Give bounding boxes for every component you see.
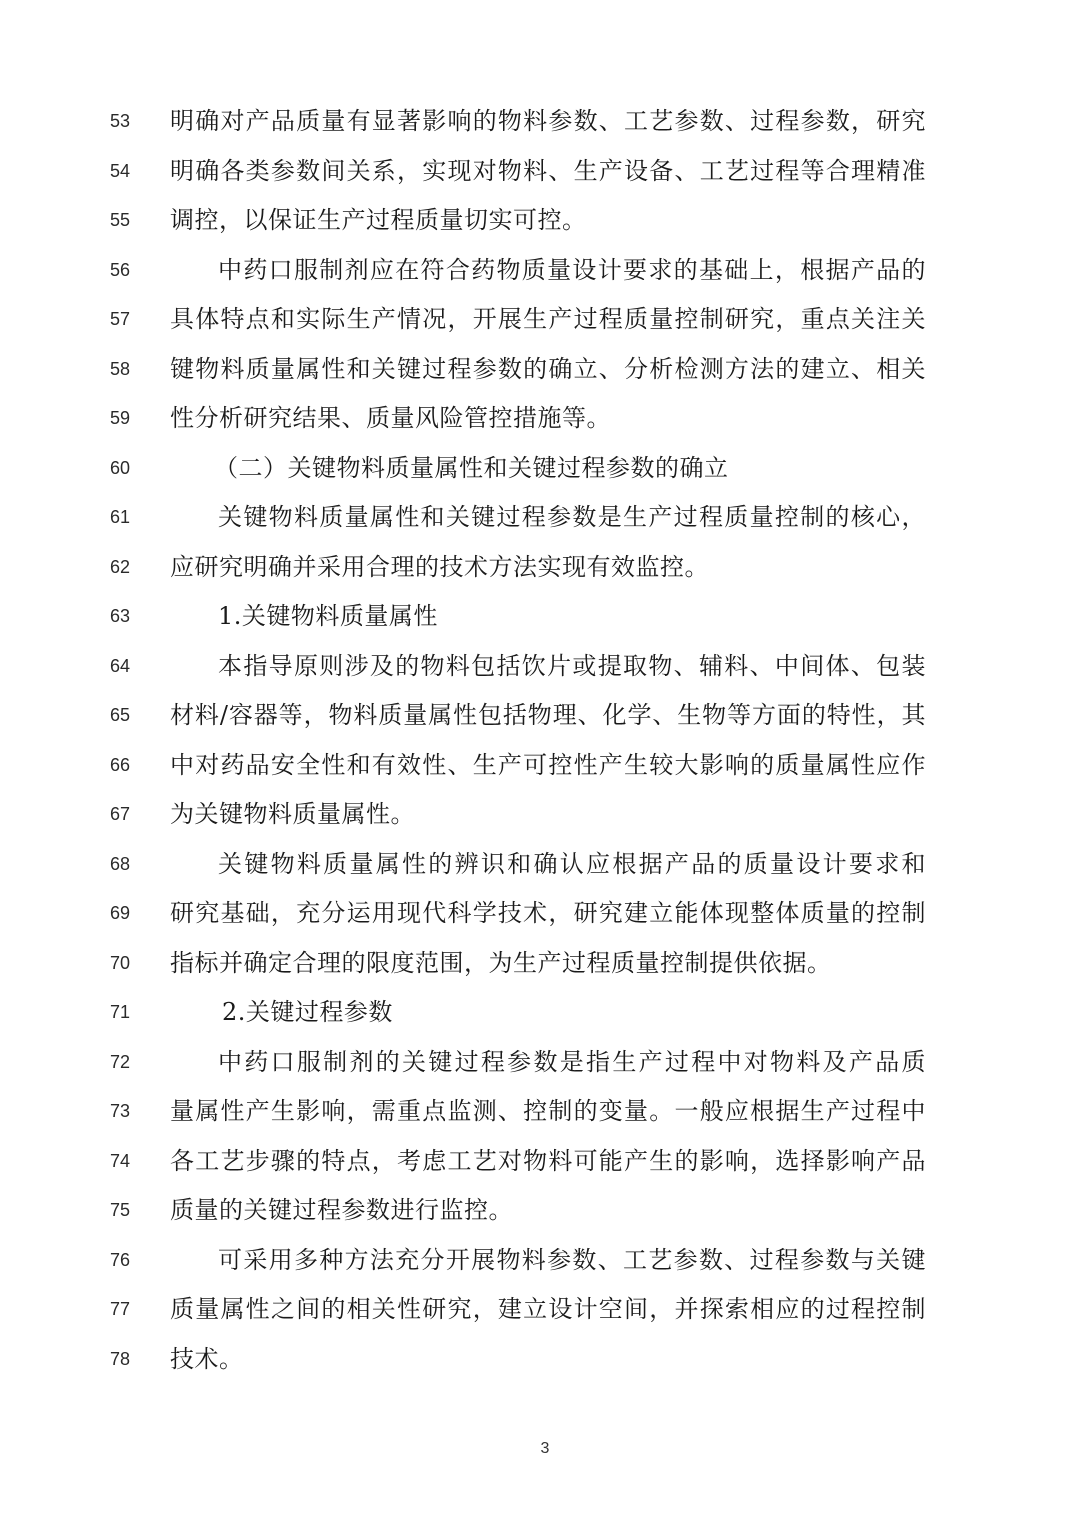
line-text: 2.关键过程参数 <box>222 998 393 1026</box>
line-number: 57 <box>109 309 131 329</box>
line-text: 为关键物料质量属性。 <box>170 800 415 828</box>
line-number: 55 <box>109 210 131 230</box>
text-line <box>0 302 1080 336</box>
text-line <box>0 599 1080 633</box>
line-text: （二）关键物料质量属性和关键过程参数的确立 <box>214 453 729 482</box>
text-line <box>0 698 1080 732</box>
line-text: 性分析研究结果、质量风险管控措施等。 <box>170 404 611 432</box>
text-line <box>0 1144 1080 1178</box>
text-line <box>0 896 1080 930</box>
line-number: 62 <box>109 556 131 577</box>
line-text: 键物料质量属性和关键过程参数的确立、分析检测方法的建立、相关 <box>170 354 926 383</box>
line-number: 74 <box>109 1150 131 1171</box>
line-number: 67 <box>109 804 131 824</box>
line-number: 68 <box>109 853 131 874</box>
line-number: 73 <box>109 1101 131 1121</box>
line-text: 指标并确定合理的限度范围，为生产过程质量控制提供依据。 <box>170 948 832 977</box>
text-line <box>0 797 1080 831</box>
line-text: 研究基础，充分运用现代科学技术，研究建立能体现整体质量的控制 <box>170 899 926 927</box>
line-number: 72 <box>109 1051 131 1072</box>
line-number: 59 <box>109 408 131 428</box>
text-line <box>0 995 1080 1029</box>
line-text: 技术。 <box>170 1344 244 1373</box>
line-text: 量属性产生影响，需重点监测、控制的变量。一般应根据生产过程中 <box>170 1097 926 1125</box>
line-text: 本指导原则涉及的物料包括饮片或提取物、辅料、中间体、包装 <box>218 651 926 680</box>
line-text: 具体特点和实际生产情况，开展生产过程质量控制研究，重点关注关 <box>170 305 926 333</box>
text-line <box>0 253 1080 287</box>
text-line <box>0 1045 1080 1079</box>
line-text: 明确各类参数间关系，实现对物料、生产设备、工艺过程等合理精准 <box>170 156 926 185</box>
line-number: 60 <box>109 457 131 478</box>
line-number: 65 <box>109 705 131 725</box>
line-number: 76 <box>109 1249 131 1270</box>
line-number: 77 <box>109 1299 131 1319</box>
text-line <box>0 500 1080 534</box>
text-line <box>0 946 1080 980</box>
line-text: 中药口服制剂的关键过程参数是指生产过程中对物料及产品质 <box>218 1047 926 1076</box>
line-text: 材料/容器等，物料质量属性包括物理、化学、生物等方面的特性，其 <box>170 701 926 729</box>
line-text: 中药口服制剂应在符合药物质量设计要求的基础上，根据产品的 <box>218 255 926 284</box>
line-number: 61 <box>109 507 131 527</box>
line-text: 质量的关键过程参数进行监控。 <box>170 1196 513 1224</box>
line-text: 调控，以保证生产过程质量切实可控。 <box>170 206 587 234</box>
text-line <box>0 550 1080 584</box>
text-line <box>0 401 1080 435</box>
line-number: 66 <box>109 754 131 775</box>
line-text: 各工艺步骤的特点，考虑工艺对物料可能产生的影响，选择影响产品 <box>170 1146 926 1175</box>
text-line <box>0 1243 1080 1277</box>
text-line <box>0 352 1080 386</box>
text-line <box>0 451 1080 485</box>
line-text: 质量属性之间的相关性研究，建立设计空间，并探索相应的过程控制 <box>170 1295 926 1323</box>
text-line <box>0 1094 1080 1128</box>
line-number: 56 <box>109 259 131 280</box>
page-number: 3 <box>540 1440 550 1457</box>
line-text: 关键物料质量属性和关键过程参数是生产过程质量控制的核心， <box>218 503 926 531</box>
text-line <box>0 847 1080 881</box>
text-line <box>0 1292 1080 1326</box>
text-line <box>0 203 1080 237</box>
text-line <box>0 748 1080 782</box>
text-line <box>0 649 1080 683</box>
line-number: 58 <box>109 358 131 379</box>
text-line <box>0 1193 1080 1227</box>
line-number: 70 <box>109 952 131 973</box>
line-number: 63 <box>109 606 131 626</box>
line-number: 69 <box>109 903 131 923</box>
line-text: 可采用多种方法充分开展物料参数、工艺参数、过程参数与关键 <box>218 1245 926 1274</box>
line-text: 关键物料质量属性的辨识和确认应根据产品的质量设计要求和 <box>218 849 926 878</box>
text-line <box>0 1342 1080 1376</box>
line-number: 71 <box>109 1002 131 1022</box>
line-text: 应研究明确并采用合理的技术方法实现有效监控。 <box>170 552 709 581</box>
line-text: 明确对产品质量有显著影响的物料参数、工艺参数、过程参数，研究 <box>170 107 926 135</box>
line-number: 54 <box>109 160 131 181</box>
line-number: 64 <box>109 655 131 676</box>
text-line <box>0 154 1080 188</box>
line-text: 中对药品安全性和有效性、生产可控性产生较大影响的质量属性应作 <box>170 750 926 779</box>
line-number: 75 <box>109 1200 131 1220</box>
line-number: 78 <box>109 1348 131 1369</box>
line-number: 53 <box>109 111 131 131</box>
text-line <box>0 104 1080 138</box>
line-text: 1.关键物料质量属性 <box>218 602 438 630</box>
